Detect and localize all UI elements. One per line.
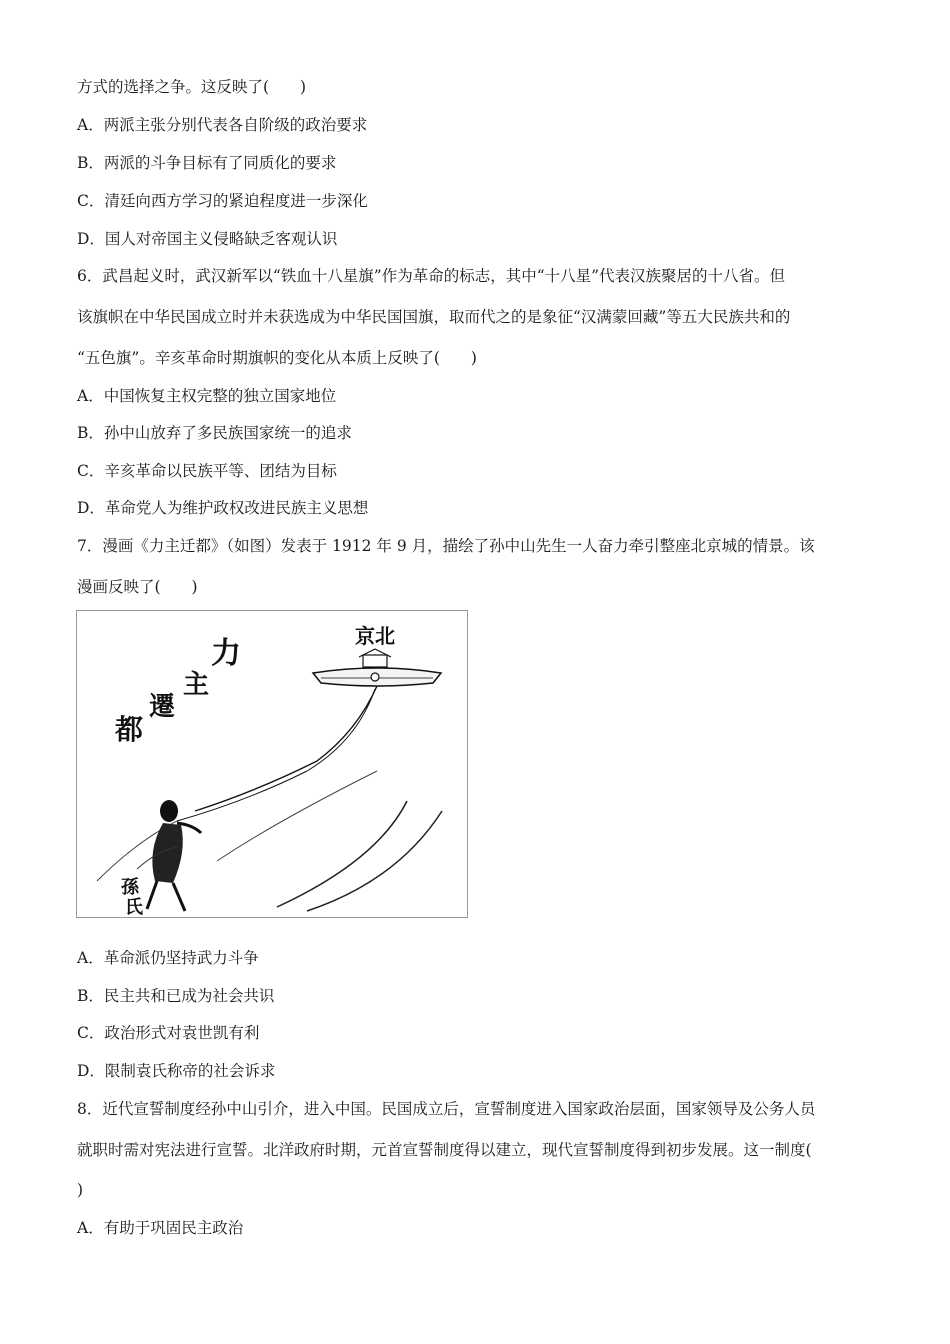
cartoon-city-label: 京北 [355, 624, 395, 648]
cartoon-figure [76, 610, 468, 918]
option-7a: A．革命派仍坚持武力斗争 [77, 949, 259, 967]
option-5d: D．国人对帝国主义侵略缺乏客观认识 [77, 230, 338, 248]
question-7-line-1: 7．漫画《力主迁都》（如图）发表于 1912 年 9 月，描绘了孙中山先生一人奋力牵引整座北京城的情景。该 [77, 537, 815, 555]
question-8-line-3: ) [77, 1181, 84, 1199]
option-6a: A．中国恢复主权完整的独立国家地位 [77, 387, 337, 405]
cartoon-title-char-4: 都 [115, 713, 144, 746]
option-5a: A．两派主张分别代表各自阶级的政治要求 [77, 116, 368, 134]
line-1: 方式的选择之争。这反映了( ) [77, 78, 307, 96]
question-8-line-2: 就职时需对宪法进行宣誓。北洋政府时期，元首宣誓制度得以建立，现代宣誓制度得到初步发展。这一制度( [77, 1141, 812, 1159]
cartoon-illustration [77, 611, 467, 917]
cartoon-title-char-3: 遷 [149, 692, 176, 722]
cartoon-title-char-2: 主 [183, 670, 210, 700]
option-6c: C．辛亥革命以民族平等、团结为目标 [77, 462, 337, 480]
question-8-line-1: 8．近代宣誓制度经孙中山引介，进入中国。民国成立后，宣誓制度进入国家政治层面，国家领导及公务人员 [77, 1100, 816, 1118]
option-5c: C．清廷向西方学习的紧迫程度进一步深化 [77, 192, 368, 210]
cartoon-person-label-2: 氏 [125, 897, 143, 917]
option-6b: B．孙中山放弃了多民族国家统一的追求 [77, 424, 352, 442]
option-7c: C．政治形式对袁世凯有利 [77, 1024, 260, 1042]
cartoon-title-char-1: 力 [211, 636, 241, 671]
question-6-line-3: “五色旗”。辛亥革命时期旗帜的变化从本质上反映了( ) [77, 349, 477, 367]
question-7-line-2: 漫画反映了( ) [77, 578, 198, 596]
option-8a: A．有助于巩固民主政治 [77, 1219, 244, 1237]
question-6-line-1: 6．武昌起义时，武汉新军以“铁血十八星旗”作为革命的标志，其中“十八星”代表汉族聚居的十八省。但 [77, 267, 786, 285]
option-7d: D．限制袁氏称帝的社会诉求 [77, 1062, 276, 1080]
option-7b: B．民主共和已成为社会共识 [77, 987, 275, 1005]
cartoon-person-label-1: 孫 [121, 877, 139, 898]
option-6d: D．革命党人为维护政权改进民族主义思想 [77, 499, 369, 517]
option-5b: B．两派的斗争目标有了同质化的要求 [77, 154, 337, 172]
question-6-line-2: 该旗帜在中华民国成立时并未获选成为中华民国国旗，取而代之的是象征“汉满蒙回藏”等五大民族共和的 [77, 308, 791, 326]
